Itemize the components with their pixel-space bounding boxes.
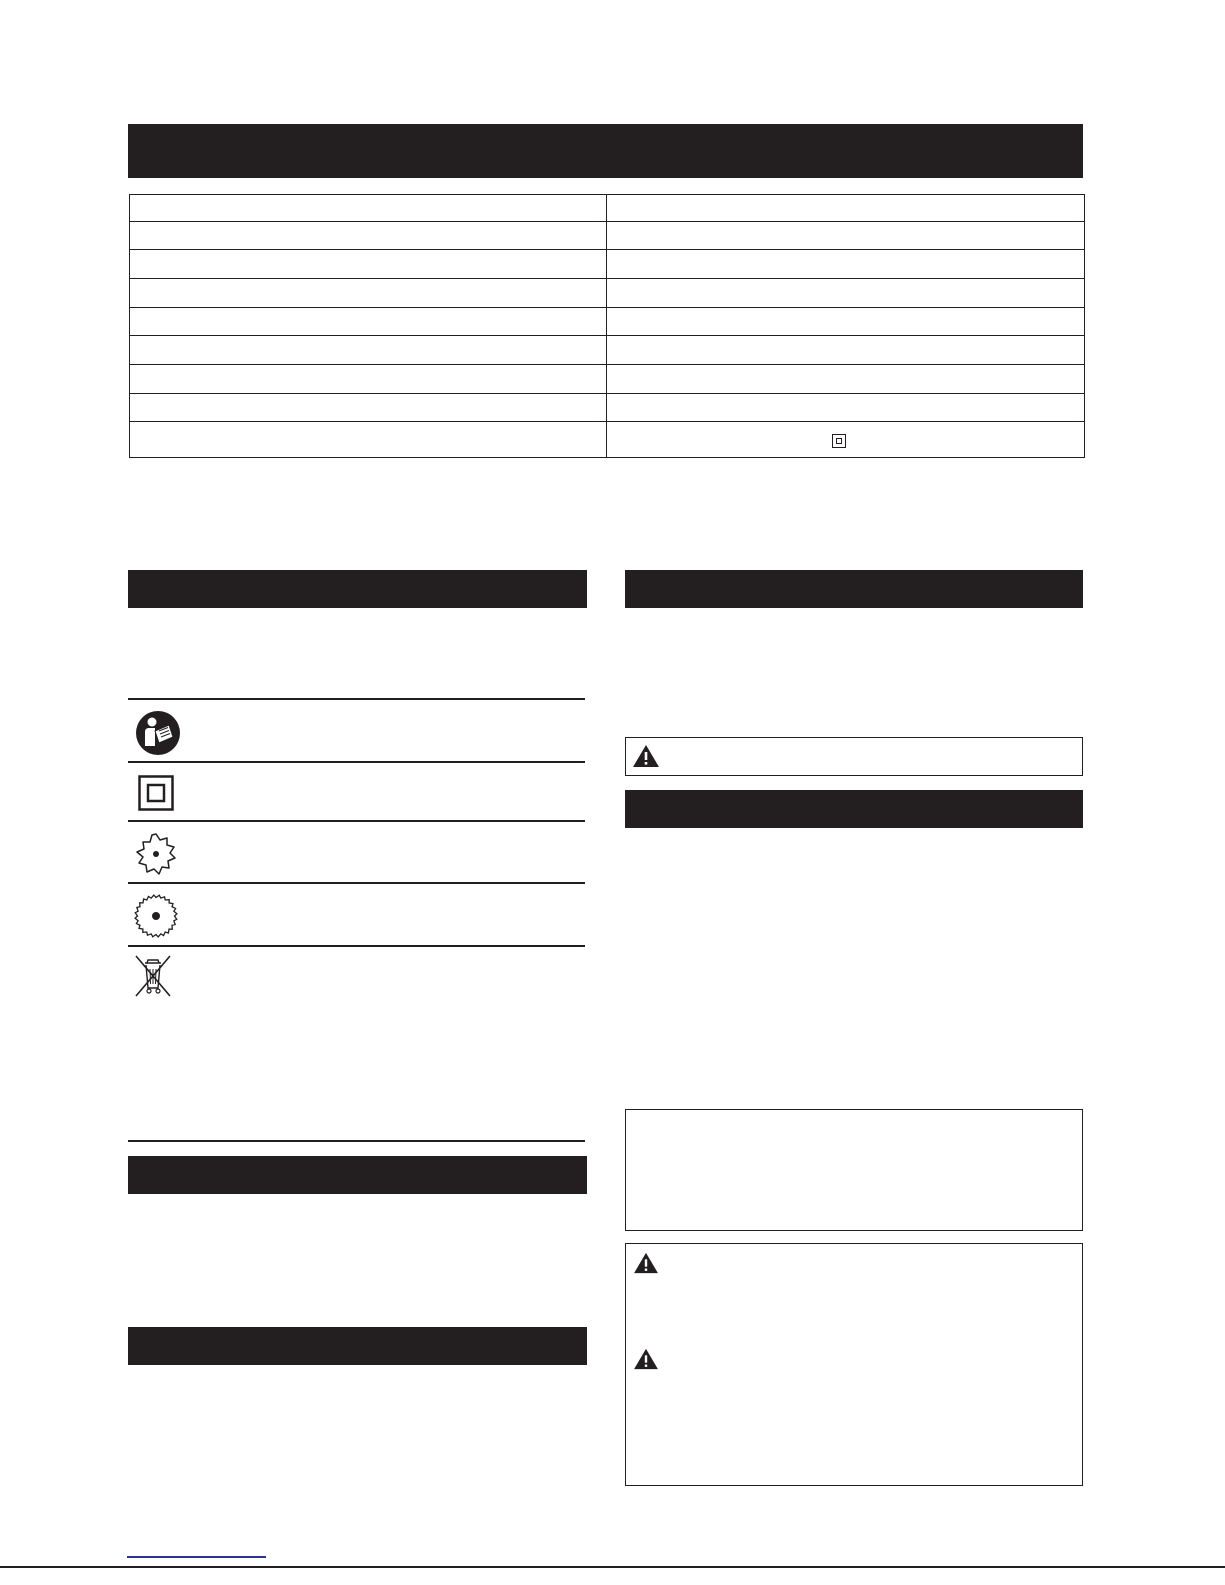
divider xyxy=(128,1140,585,1142)
read-manual-icon xyxy=(135,710,181,756)
table-row xyxy=(130,250,1085,279)
warning-triangle-icon xyxy=(633,1252,659,1274)
spec-label xyxy=(130,250,607,279)
table-row xyxy=(130,195,1085,222)
spec-label xyxy=(130,365,607,394)
spec-label xyxy=(130,394,607,422)
saw-blade-icon xyxy=(133,893,179,939)
note-box xyxy=(625,1109,1083,1231)
spec-value xyxy=(607,394,1085,422)
divider xyxy=(128,761,585,763)
spec-label xyxy=(130,222,607,250)
spec-value xyxy=(607,279,1085,308)
footer-rule xyxy=(0,1566,1225,1568)
warning-triangle-icon xyxy=(632,744,660,768)
table-row xyxy=(130,222,1085,250)
section-heading-bar xyxy=(128,1327,587,1365)
spec-value xyxy=(607,250,1085,279)
warning-triangle-icon xyxy=(633,1348,659,1370)
spec-label xyxy=(130,422,607,458)
table-row xyxy=(130,336,1085,365)
spec-value xyxy=(607,336,1085,365)
table-row xyxy=(130,365,1085,394)
table-row xyxy=(130,422,1085,458)
section-heading-bar xyxy=(625,570,1083,608)
specifications-table xyxy=(129,194,1085,458)
specifications-heading-bar xyxy=(128,124,1083,178)
divider xyxy=(128,882,585,884)
cutter-blade-icon xyxy=(134,832,178,876)
double-insulation-icon xyxy=(832,434,846,448)
divider xyxy=(128,945,585,947)
section-heading-bar xyxy=(128,1156,587,1194)
spec-label xyxy=(130,336,607,365)
spec-value xyxy=(607,222,1085,250)
crossed-out-bin-icon xyxy=(134,954,172,998)
spec-label xyxy=(130,195,607,222)
spec-value xyxy=(607,365,1085,394)
double-insulation-icon xyxy=(138,775,174,811)
spec-label xyxy=(130,279,607,308)
spec-value xyxy=(607,308,1085,336)
table-row xyxy=(130,308,1085,336)
warning-box xyxy=(625,1243,1083,1486)
section-heading-bar xyxy=(625,790,1083,828)
footer-link-underline[interactable] xyxy=(127,1556,266,1558)
divider xyxy=(128,820,585,822)
spec-value xyxy=(607,422,1085,458)
spec-label xyxy=(130,308,607,336)
table-row xyxy=(130,279,1085,308)
divider xyxy=(128,698,585,700)
symbols-heading-bar xyxy=(128,570,587,608)
warning-box xyxy=(625,737,1083,776)
spec-value xyxy=(607,195,1085,222)
table-row xyxy=(130,394,1085,422)
